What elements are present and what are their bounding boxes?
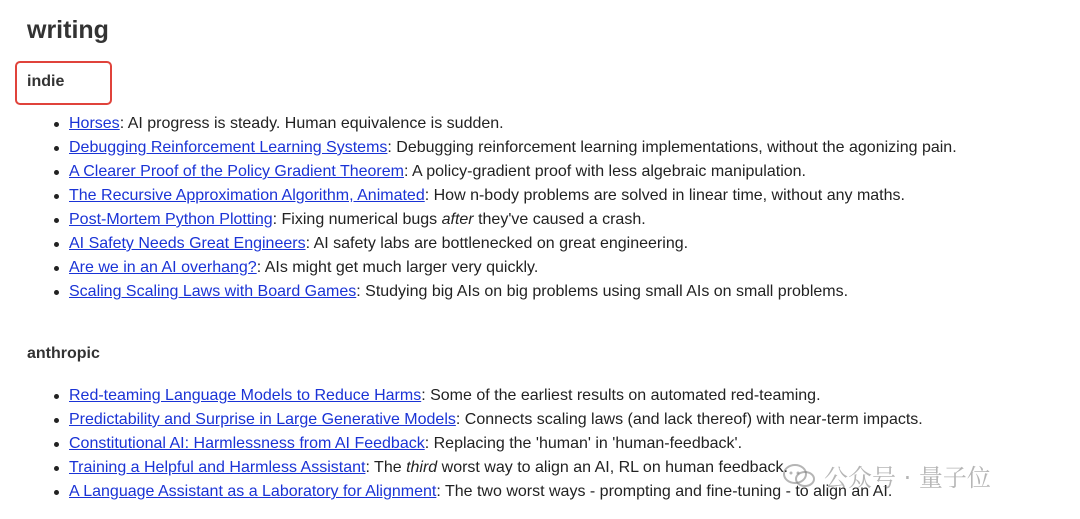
wechat-icon: [782, 463, 816, 489]
post-description: : Some of the earliest results on automated red-teaming.: [421, 387, 821, 404]
post-description: : How n-body problems are solved in linear time, without any maths.: [424, 187, 905, 204]
post-description: : The: [365, 459, 407, 476]
list-item: [50, 408, 1050, 432]
post-link[interactable]: Horses: [69, 115, 120, 132]
list-item: [50, 136, 1044, 160]
list-item: [50, 160, 1050, 184]
post-link[interactable]: Are we in an AI overhang?: [69, 259, 257, 276]
list-item: [50, 184, 1050, 208]
watermark-text: 公众号 · 量子位: [824, 464, 991, 492]
post-link[interactable]: Post-Mortem Python Plotting: [69, 211, 273, 228]
post-description: : A policy-gradient proof with less algebraic manipulation.: [403, 163, 806, 180]
post-link[interactable]: Constitutional AI: Harmlessness from AI Feedback: [69, 435, 425, 452]
list-item: [50, 232, 1050, 256]
post-link[interactable]: Predictability and Surprise in Large Generative Models: [69, 411, 456, 428]
post-link[interactable]: Red-teaming Language Models to Reduce Harms: [69, 387, 422, 404]
post-link[interactable]: The Recursive Approximation Algorithm, Animated: [69, 187, 425, 204]
post-description: they've caused a crash.: [473, 211, 646, 228]
post-link[interactable]: Training a Helpful and Harmless Assistant: [69, 459, 366, 476]
post-description-emphasis: third: [406, 459, 438, 476]
post-description: : The two worst ways - prompting and fine-tuning - to align an AI.: [436, 483, 893, 500]
list-item: [50, 384, 1050, 408]
watermark: [782, 458, 991, 493]
list-item: [50, 256, 1050, 280]
list-item: [50, 112, 1050, 136]
post-description: : AI safety labs are bottlenecked on great engineering.: [305, 235, 689, 252]
post-description: : Connects scaling laws (and lack thereof) with near-term impacts.: [455, 411, 923, 428]
list-item: [50, 432, 1050, 456]
post-description: : Fixing numerical bugs: [272, 211, 442, 228]
post-link[interactable]: A Language Assistant as a Laboratory for Alignment: [69, 483, 437, 500]
post-link[interactable]: Debugging Reinforcement Learning Systems: [69, 139, 388, 156]
list-item: [50, 208, 1050, 232]
section-heading-indie: indie: [27, 73, 65, 90]
post-description-emphasis: after: [441, 211, 474, 228]
post-description: : AI progress is steady. Human equivalence is sudden.: [119, 115, 504, 132]
post-link[interactable]: AI Safety Needs Great Engineers: [69, 235, 306, 252]
post-description: : Debugging reinforcement learning implementations, without the agonizing pain.: [387, 139, 957, 156]
list-item: [50, 280, 1050, 304]
page-title: writing: [27, 16, 109, 44]
indie-post-list: [50, 112, 1050, 304]
post-description: worst way to align an AI, RL on human feedback.: [437, 459, 788, 476]
post-description: : AIs might get much larger very quickly.: [256, 259, 539, 276]
post-description: : Studying big AIs on big problems using small AIs on small problems.: [356, 283, 849, 300]
section-heading-anthropic: anthropic: [27, 345, 100, 362]
post-description: : Replacing the 'human' in 'human-feedback'.: [424, 435, 743, 452]
post-link[interactable]: Scaling Scaling Laws with Board Games: [69, 283, 357, 300]
post-link[interactable]: A Clearer Proof of the Policy Gradient Theorem: [69, 163, 404, 180]
